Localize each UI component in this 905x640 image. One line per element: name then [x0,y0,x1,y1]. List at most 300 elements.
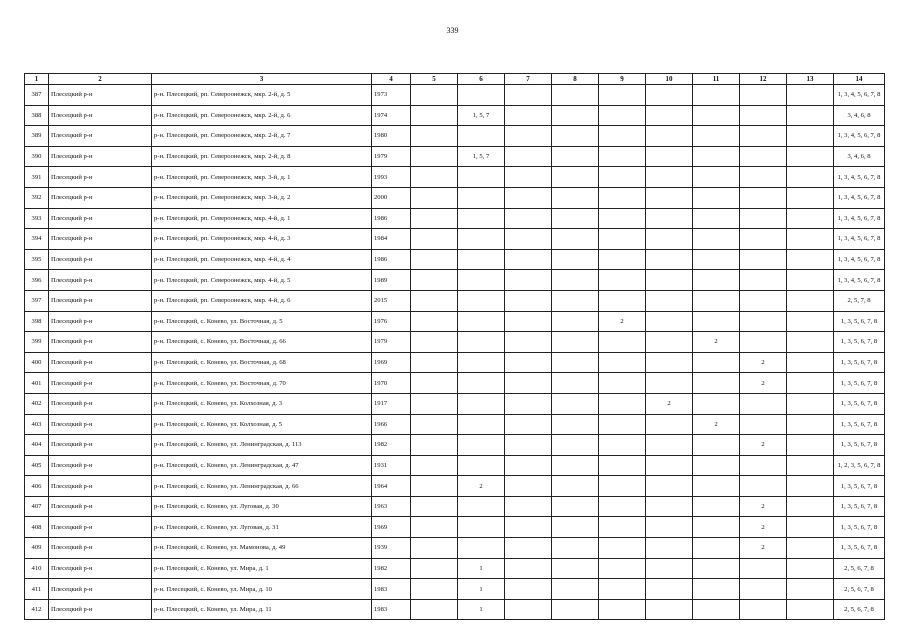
col9-cell [599,373,646,394]
col14-cell: 2, 5, 6, 7, 8 [834,579,885,600]
col8-cell [552,455,599,476]
col10-cell [646,579,693,600]
column-header: 4 [372,74,411,85]
col14-cell: 3, 4, 6, 8 [834,146,885,167]
col13-cell [787,146,834,167]
col9-cell [599,435,646,456]
col14-cell: 1, 3, 5, 6, 7, 8 [834,352,885,373]
col5-cell [411,290,458,311]
col5-cell [411,435,458,456]
col13-cell [787,105,834,126]
column-header: 13 [787,74,834,85]
year-cell: 1964 [372,476,411,497]
col10-cell [646,373,693,394]
column-header: 8 [552,74,599,85]
district-cell: Плесецкий р-н [49,414,152,435]
row-number-cell: 412 [25,599,49,620]
row-number-cell: 406 [25,476,49,497]
district-cell: Плесецкий р-н [49,476,152,497]
col10-cell [646,270,693,291]
table-row [25,517,885,538]
col8-cell [552,579,599,600]
address-cell: р-н. Плесецкий, рп. Североонежск, мкр. 3-й, д. 1 [152,167,372,188]
address-cell: р-н. Плесецкий, с. Конево, ул. Мира, д. 11 [152,599,372,620]
column-header: 7 [505,74,552,85]
year-cell: 1976 [372,311,411,332]
col5-cell [411,229,458,250]
col6-cell [458,538,505,559]
col14-cell: 1, 3, 5, 6, 7, 8 [834,373,885,394]
col11-cell [693,455,740,476]
district-cell: Плесецкий р-н [49,249,152,270]
row-number-cell: 410 [25,558,49,579]
col8-cell [552,290,599,311]
table-row [25,208,885,229]
col5-cell [411,352,458,373]
col12-cell [740,290,787,311]
row-number-cell: 405 [25,455,49,476]
col7-cell [505,187,552,208]
col12-cell [740,558,787,579]
col9-cell [599,496,646,517]
address-cell: р-н. Плесецкий, с. Конево, ул. Восточная, д. 70 [152,373,372,394]
col13-cell [787,249,834,270]
table-row [25,85,885,106]
address-cell: р-н. Плесецкий, рп. Североонежск, мкр. 4-й, д. 6 [152,290,372,311]
col11-cell [693,208,740,229]
address-cell: р-н. Плесецкий, с. Конево, ул. Восточная, д. 66 [152,332,372,353]
col11-cell [693,187,740,208]
col7-cell [505,496,552,517]
col13-cell [787,290,834,311]
col9-cell [599,332,646,353]
col9-cell: 2 [599,311,646,332]
col12-cell [740,599,787,620]
column-header: 10 [646,74,693,85]
district-cell: Плесецкий р-н [49,332,152,353]
col14-cell: 1, 3, 5, 6, 7, 8 [834,393,885,414]
year-cell: 1986 [372,249,411,270]
col13-cell [787,270,834,291]
col6-cell [458,229,505,250]
col14-cell: 1, 3, 4, 5, 6, 7, 8 [834,187,885,208]
address-cell: р-н. Плесецкий, рп. Североонежск, мкр. 4-й, д. 1 [152,208,372,229]
col6-cell [458,517,505,538]
col8-cell [552,373,599,394]
year-cell: 1989 [372,270,411,291]
address-cell: р-н. Плесецкий, рп. Североонежск, мкр. 3-й, д. 2 [152,187,372,208]
col12-cell [740,393,787,414]
col6-cell [458,393,505,414]
table-row [25,229,885,250]
col12-cell [740,249,787,270]
col11-cell [693,290,740,311]
col7-cell [505,352,552,373]
col11-cell [693,352,740,373]
col10-cell [646,352,693,373]
col10-cell: 2 [646,393,693,414]
col6-cell: 1 [458,599,505,620]
col10-cell [646,290,693,311]
table-row [25,146,885,167]
col8-cell [552,270,599,291]
col14-cell: 1, 3, 4, 5, 6, 7, 8 [834,85,885,106]
col10-cell [646,187,693,208]
row-number-cell: 408 [25,517,49,538]
row-number-cell: 409 [25,538,49,559]
row-number-cell: 391 [25,167,49,188]
district-cell: Плесецкий р-н [49,517,152,538]
row-number-cell: 395 [25,249,49,270]
col13-cell [787,85,834,106]
col11-cell [693,496,740,517]
col14-cell: 1, 3, 5, 6, 7, 8 [834,311,885,332]
col7-cell [505,558,552,579]
col9-cell [599,290,646,311]
col9-cell [599,455,646,476]
table-row [25,126,885,147]
year-cell: 1979 [372,332,411,353]
col12-cell: 2 [740,517,787,538]
col11-cell: 2 [693,414,740,435]
col7-cell [505,229,552,250]
col13-cell [787,496,834,517]
district-cell: Плесецкий р-н [49,393,152,414]
col12-cell: 2 [740,435,787,456]
col8-cell [552,393,599,414]
year-cell: 1983 [372,579,411,600]
year-cell: 1982 [372,435,411,456]
col5-cell [411,476,458,497]
col14-cell: 1, 3, 4, 5, 6, 7, 8 [834,167,885,188]
col12-cell: 2 [740,352,787,373]
year-cell: 1984 [372,229,411,250]
address-cell: р-н. Плесецкий, с. Конево, ул. Мамонова, д. 49 [152,538,372,559]
col8-cell [552,208,599,229]
col12-cell [740,476,787,497]
col9-cell [599,105,646,126]
col5-cell [411,187,458,208]
col12-cell [740,455,787,476]
col9-cell [599,249,646,270]
col11-cell [693,393,740,414]
col11-cell [693,126,740,147]
col7-cell [505,208,552,229]
col8-cell [552,249,599,270]
col9-cell [599,146,646,167]
col8-cell [552,105,599,126]
col8-cell [552,352,599,373]
col7-cell [505,105,552,126]
year-cell: 1966 [372,414,411,435]
col5-cell [411,311,458,332]
row-number-cell: 411 [25,579,49,600]
col5-cell [411,517,458,538]
col11-cell [693,517,740,538]
col6-cell [458,249,505,270]
table-body [25,85,885,620]
col14-cell: 1, 3, 5, 6, 7, 8 [834,496,885,517]
col7-cell [505,290,552,311]
district-cell: Плесецкий р-н [49,435,152,456]
col11-cell [693,167,740,188]
col6-cell [458,496,505,517]
row-number-cell: 396 [25,270,49,291]
col12-cell: 2 [740,373,787,394]
col11-cell [693,249,740,270]
page-number: 339 [446,26,459,35]
col9-cell [599,352,646,373]
col8-cell [552,517,599,538]
housing-registry-table [24,73,885,620]
col10-cell [646,435,693,456]
col5-cell [411,249,458,270]
col8-cell [552,332,599,353]
column-header: 14 [834,74,885,85]
col14-cell: 1, 3, 5, 6, 7, 8 [834,332,885,353]
col8-cell [552,85,599,106]
column-header: 1 [25,74,49,85]
col13-cell [787,208,834,229]
col8-cell [552,229,599,250]
col8-cell [552,126,599,147]
table-row [25,332,885,353]
col14-cell: 1, 3, 4, 5, 6, 7, 8 [834,270,885,291]
col11-cell [693,538,740,559]
district-cell: Плесецкий р-н [49,599,152,620]
col13-cell [787,352,834,373]
col14-cell: 1, 3, 4, 5, 6, 7, 8 [834,229,885,250]
col11-cell: 2 [693,332,740,353]
row-number-cell: 403 [25,414,49,435]
col9-cell [599,270,646,291]
district-cell: Плесецкий р-н [49,167,152,188]
row-number-cell: 397 [25,290,49,311]
col14-cell: 1, 3, 5, 6, 7, 8 [834,517,885,538]
col9-cell [599,599,646,620]
col12-cell [740,146,787,167]
year-cell: 1969 [372,352,411,373]
col8-cell [552,187,599,208]
district-cell: Плесецкий р-н [49,290,152,311]
col12-cell [740,229,787,250]
table-row [25,579,885,600]
col13-cell [787,126,834,147]
col10-cell [646,496,693,517]
col14-cell: 2, 5, 6, 7, 8 [834,599,885,620]
district-cell: Плесецкий р-н [49,105,152,126]
col12-cell [740,270,787,291]
table-row [25,435,885,456]
col5-cell [411,455,458,476]
col13-cell [787,517,834,538]
col11-cell [693,599,740,620]
district-cell: Плесецкий р-н [49,455,152,476]
year-cell: 1939 [372,538,411,559]
col5-cell [411,393,458,414]
col9-cell [599,187,646,208]
row-number-cell: 401 [25,373,49,394]
col11-cell [693,579,740,600]
table-row [25,414,885,435]
col6-cell [458,373,505,394]
col10-cell [646,249,693,270]
col12-cell [740,332,787,353]
col6-cell [458,414,505,435]
col7-cell [505,455,552,476]
col9-cell [599,558,646,579]
col9-cell [599,85,646,106]
col6-cell [458,435,505,456]
col6-cell: 1, 5, 7 [458,146,505,167]
col13-cell [787,187,834,208]
table-row [25,476,885,497]
district-cell: Плесецкий р-н [49,352,152,373]
col13-cell [787,579,834,600]
col11-cell [693,476,740,497]
row-number-cell: 392 [25,187,49,208]
col6-cell: 1 [458,558,505,579]
col13-cell [787,599,834,620]
table-row [25,538,885,559]
col13-cell [787,538,834,559]
col8-cell [552,496,599,517]
header-row [25,74,885,85]
address-cell: р-н. Плесецкий, рп. Североонежск, мкр. 2-й, д. 7 [152,126,372,147]
year-cell: 1980 [372,126,411,147]
district-cell: Плесецкий р-н [49,208,152,229]
col6-cell: 2 [458,476,505,497]
col10-cell [646,476,693,497]
col10-cell [646,414,693,435]
col10-cell [646,558,693,579]
col6-cell [458,126,505,147]
col12-cell [740,414,787,435]
col5-cell [411,85,458,106]
col5-cell [411,105,458,126]
address-cell: р-н. Плесецкий, с. Конево, ул. Луговая, д. 30 [152,496,372,517]
col14-cell: 1, 3, 4, 5, 6, 7, 8 [834,126,885,147]
col12-cell [740,311,787,332]
table-row [25,311,885,332]
address-cell: р-н. Плесецкий, с. Конево, ул. Колхозная, д. 5 [152,414,372,435]
col5-cell [411,270,458,291]
district-cell: Плесецкий р-н [49,85,152,106]
col13-cell [787,414,834,435]
col13-cell [787,455,834,476]
column-header: 3 [152,74,372,85]
col12-cell [740,85,787,106]
col14-cell: 2, 5, 6, 7, 8 [834,558,885,579]
col11-cell [693,229,740,250]
row-number-cell: 407 [25,496,49,517]
col10-cell [646,332,693,353]
column-header: 11 [693,74,740,85]
table-row [25,167,885,188]
district-cell: Плесецкий р-н [49,373,152,394]
row-number-cell: 402 [25,393,49,414]
col14-cell: 1, 3, 4, 5, 6, 7, 8 [834,208,885,229]
column-header: 9 [599,74,646,85]
col13-cell [787,167,834,188]
col7-cell [505,373,552,394]
col10-cell [646,311,693,332]
col11-cell [693,373,740,394]
col6-cell [458,208,505,229]
col12-cell [740,167,787,188]
col8-cell [552,538,599,559]
col9-cell [599,393,646,414]
district-cell: Плесецкий р-н [49,558,152,579]
col10-cell [646,126,693,147]
district-cell: Плесецкий р-н [49,579,152,600]
col7-cell [505,270,552,291]
col11-cell [693,105,740,126]
row-number-cell: 388 [25,105,49,126]
col8-cell [552,435,599,456]
col9-cell [599,538,646,559]
col7-cell [505,538,552,559]
col8-cell [552,167,599,188]
col5-cell [411,126,458,147]
col7-cell [505,599,552,620]
district-cell: Плесецкий р-н [49,311,152,332]
col7-cell [505,332,552,353]
col14-cell: 1, 3, 5, 6, 7, 8 [834,435,885,456]
col5-cell [411,599,458,620]
address-cell: р-н. Плесецкий, с. Конево, ул. Мира, д. 1 [152,558,372,579]
address-cell: р-н. Плесецкий, с. Конево, ул. Восточная, д. 5 [152,311,372,332]
col6-cell [458,270,505,291]
col5-cell [411,496,458,517]
col5-cell [411,332,458,353]
col8-cell [552,599,599,620]
year-cell: 2015 [372,290,411,311]
year-cell: 1993 [372,167,411,188]
year-cell: 1963 [372,496,411,517]
col9-cell [599,579,646,600]
table-row [25,496,885,517]
col9-cell [599,126,646,147]
col7-cell [505,393,552,414]
col11-cell [693,558,740,579]
address-cell: р-н. Плесецкий, рп. Североонежск, мкр. 4-й, д. 4 [152,249,372,270]
col11-cell [693,435,740,456]
column-header: 6 [458,74,505,85]
address-cell: р-н. Плесецкий, с. Конево, ул. Ленинградская, д. 66 [152,476,372,497]
year-cell: 1982 [372,558,411,579]
col13-cell [787,332,834,353]
col7-cell [505,579,552,600]
col14-cell: 2, 5, 7, 8 [834,290,885,311]
column-header: 12 [740,74,787,85]
col13-cell [787,476,834,497]
year-cell: 1979 [372,146,411,167]
table-row [25,270,885,291]
col14-cell: 3, 4, 6, 8 [834,105,885,126]
col6-cell [458,352,505,373]
col10-cell [646,146,693,167]
col7-cell [505,435,552,456]
column-header: 2 [49,74,152,85]
col10-cell [646,599,693,620]
address-cell: р-н. Плесецкий, рп. Североонежск, мкр. 2-й, д. 8 [152,146,372,167]
table-row [25,290,885,311]
col5-cell [411,208,458,229]
col6-cell [458,187,505,208]
row-number-cell: 400 [25,352,49,373]
address-cell: р-н. Плесецкий, рп. Североонежск, мкр. 2-й, д. 5 [152,85,372,106]
